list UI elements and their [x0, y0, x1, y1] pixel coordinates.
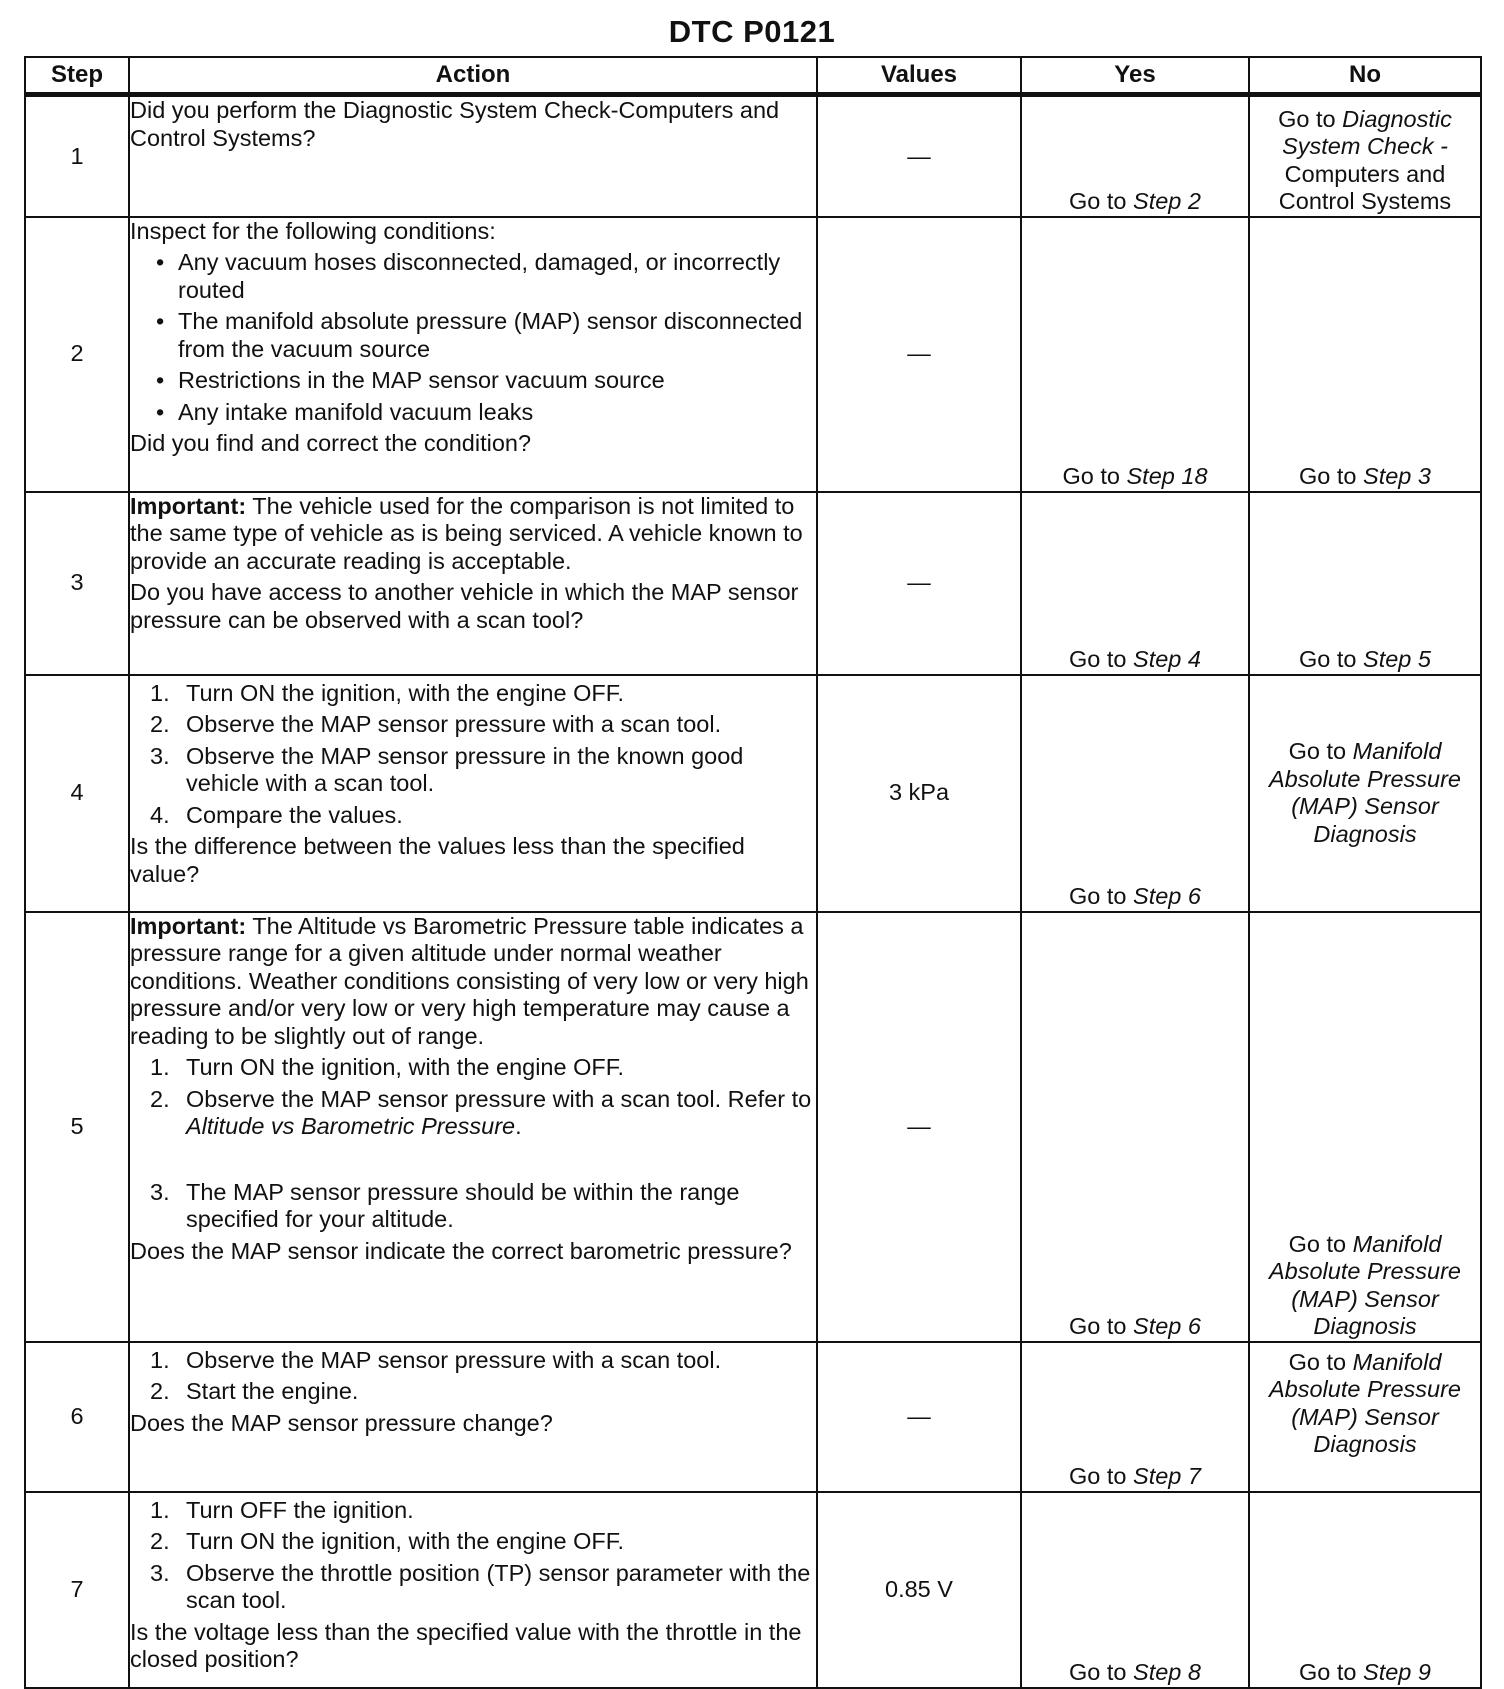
numbered-item: 1. Turn ON the ignition, with the engine OFF. — [150, 679, 625, 706]
numbered-item: 1. Turn OFF the ignition. — [150, 1496, 414, 1523]
header-values: Values — [817, 57, 1021, 95]
yes-cell: Go to Step 6 — [1021, 912, 1249, 1342]
action-question: Is the voltage less than the specified value with the throttle in the closed position? — [130, 1618, 802, 1672]
no-cell: Go to Step 9 — [1249, 1492, 1481, 1688]
value-cell: — — [817, 492, 1021, 675]
value-cell: — — [817, 912, 1021, 1342]
step-number: 2 — [25, 217, 129, 492]
header-yes: Yes — [1021, 57, 1249, 95]
action-cell — [129, 492, 817, 675]
step-number: 3 — [25, 492, 129, 675]
value-cell: — — [817, 217, 1021, 492]
yes-cell: Go to Step 18 — [1021, 217, 1249, 492]
action-cell — [129, 95, 817, 217]
no-link[interactable]: Manifold Absolute Pressure (MAP) Sensor Diagnosis — [1268, 1230, 1462, 1339]
action-question: Do you have access to another vehicle in which the MAP sensor pressure can be observed with a scan tool? — [130, 579, 799, 633]
action-cell — [129, 912, 817, 1342]
action-cell — [129, 217, 817, 492]
numbered-item: 1. Observe the MAP sensor pressure with a scan tool. — [150, 1346, 722, 1373]
table-row — [25, 217, 1481, 492]
table-row — [25, 492, 1481, 675]
yes-link[interactable]: Step 4 — [1133, 646, 1201, 672]
no-cell — [1249, 95, 1481, 217]
yes-link[interactable]: Step 8 — [1133, 1659, 1201, 1685]
action-cell — [129, 1342, 817, 1492]
yes-cell: Go to Step 6 — [1021, 675, 1249, 912]
numbered-item: 2. Start the engine. — [150, 1378, 359, 1404]
value-cell: — — [817, 95, 1021, 217]
action-question: Does the MAP sensor pressure change? — [130, 1409, 553, 1436]
numbered-item: 2. Turn ON the ignition, with the engine OFF. — [150, 1528, 625, 1554]
step-number: 4 — [25, 675, 129, 912]
header-action: Action — [129, 57, 817, 95]
no-link[interactable]: Step 9 — [1363, 1659, 1431, 1685]
page-title: DTC P0121 — [668, 14, 836, 49]
yes-link[interactable]: Step 7 — [1133, 1463, 1201, 1489]
table-row — [25, 95, 1481, 217]
numbered-item: 1. Turn ON the ignition, with the engine OFF. — [150, 1054, 625, 1080]
yes-prefix: Go to — [1069, 188, 1127, 214]
bullet-item: • Restrictions in the MAP sensor vacuum source — [156, 367, 665, 393]
value-cell: — — [817, 1342, 1021, 1492]
action-question: Did you find and correct the condition? — [130, 430, 532, 456]
yes-cell: Go to Step 8 — [1021, 1492, 1249, 1688]
important-note: Important: The vehicle used for the comparison is not limited to the same type of vehicle as is being serviced. A vehicle known to provide an accurate reading is acceptable. — [130, 492, 803, 574]
numbered-item: 2. Observe the MAP sensor pressure with a scan tool. Refer to Altitude vs Barometric Pressure. — [150, 1085, 812, 1139]
value-cell: 3 kPa — [817, 675, 1021, 912]
no-link[interactable]: Diagnostic System Check - — [1282, 105, 1452, 159]
yes-link[interactable]: Step 18 — [1126, 463, 1208, 489]
value-cell: 0.85 V — [817, 1492, 1021, 1688]
yes-cell: Go to Step 7 — [1021, 1342, 1249, 1492]
header-step: Step — [25, 57, 129, 95]
table-row — [25, 675, 1481, 912]
no-prefix: Go to — [1278, 105, 1336, 132]
table-row — [25, 912, 1481, 1342]
diagnostic-table — [24, 56, 1482, 1689]
action-intro: Inspect for the following conditions: — [130, 217, 496, 244]
no-cell: Go to Step 3 — [1249, 217, 1481, 492]
step-number: 5 — [25, 912, 129, 1342]
numbered-item: 2. Observe the MAP sensor pressure with a scan tool. — [150, 711, 722, 737]
yes-cell: Go to Step 4 — [1021, 492, 1249, 675]
action-question: Does the MAP sensor indicate the correct barometric pressure? — [130, 1237, 792, 1264]
no-link[interactable]: Manifold Absolute Pressure (MAP) Sensor Diagnosis — [1268, 1348, 1462, 1457]
no-link[interactable]: Step 5 — [1363, 646, 1431, 672]
no-suffix: Computers and Control Systems — [1278, 160, 1452, 214]
bullet-item: • Any vacuum hoses disconnected, damaged, or incorrectly routed — [156, 249, 781, 303]
action-cell — [129, 1492, 817, 1688]
important-label: Important: — [130, 492, 247, 519]
numbered-item: 3. Observe the MAP sensor pressure in the known good vehicle with a scan tool. — [150, 742, 744, 796]
no-cell: Go to Manifold Absolute Pressure (MAP) Sensor Diagnosis — [1249, 912, 1481, 1342]
no-link[interactable]: Step 3 — [1363, 463, 1431, 489]
step-number: 7 — [25, 1492, 129, 1688]
reference-link[interactable]: Altitude vs Barometric Pressure — [186, 1113, 516, 1139]
yes-link[interactable]: Step 2 — [1133, 188, 1201, 214]
action-question: Did you perform the Diagnostic System Check-Computers and Control Systems? — [130, 97, 780, 151]
important-label: Important: — [130, 912, 247, 939]
table-row — [25, 1492, 1481, 1688]
no-cell: Go to Manifold Absolute Pressure (MAP) Sensor Diagnosis — [1249, 1342, 1481, 1492]
no-cell: Go to Manifold Absolute Pressure (MAP) Sensor Diagnosis — [1249, 675, 1481, 912]
bullet-item: • The manifold absolute pressure (MAP) sensor disconnected from the vacuum source — [156, 308, 803, 362]
header-no: No — [1249, 57, 1481, 95]
action-question: Is the difference between the values less than the specified value? — [130, 833, 745, 887]
numbered-item: 3. Observe the throttle position (TP) sensor parameter with the scan tool. — [150, 1559, 811, 1613]
yes-link[interactable]: Step 6 — [1133, 1313, 1201, 1339]
numbered-item: 4. Compare the values. — [150, 801, 403, 828]
no-cell: Go to Step 5 — [1249, 492, 1481, 675]
important-note: Important: The Altitude vs Barometric Pressure table indicates a pressure range for a given altitude under normal weather conditions. Weather conditions consisting of very low or very high pressure and/or very low or very high temperature may cause a reading to be slightly out of range. — [130, 912, 809, 1049]
no-link[interactable]: Manifold Absolute Pressure (MAP) Sensor Diagnosis — [1268, 738, 1462, 847]
table-header-row — [25, 57, 1481, 95]
bullet-item: • Any intake manifold vacuum leaks — [156, 398, 534, 425]
step-number: 1 — [25, 95, 129, 217]
action-cell — [129, 675, 817, 912]
yes-cell — [1021, 95, 1249, 217]
yes-link[interactable]: Step 6 — [1133, 883, 1201, 909]
table-row — [25, 1342, 1481, 1492]
step-number: 6 — [25, 1342, 129, 1492]
numbered-item: 3. The MAP sensor pressure should be within the range specified for your altitude. — [150, 1178, 740, 1232]
